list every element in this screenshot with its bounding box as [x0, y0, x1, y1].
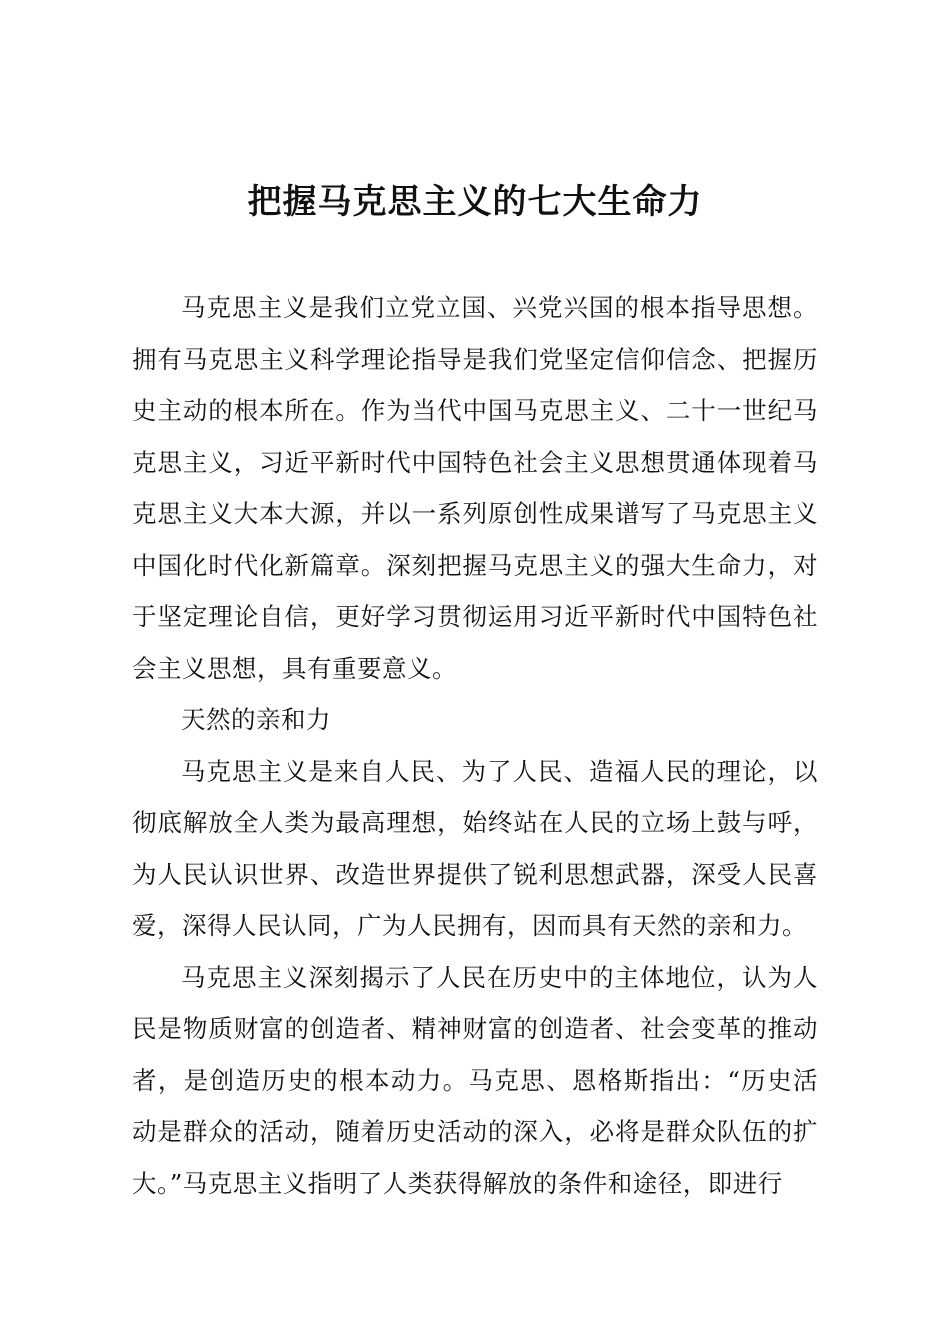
paragraph-intro: 马克思主义是我们立党立国、兴党兴国的根本指导思想。拥有马克思主义科学理论指导是我们党坚定信仰信念、把握历史主动的根本所在。作为当代中国马克思主义、二十一世纪马克思主义，习近平新时代中国特色社会主义思想贯通体现着马克思主义大本大源，并以一系列原创性成果谱写了马克思主义中国化时代化新篇章。深刻把握马克思主义的强大生命力，对于坚定理论自信，更好学习贯彻运用习近平新时代中国特色社会主义思想，具有重要意义。 — [132, 293, 818, 683]
section-heading: 天然的亲和力 — [181, 705, 331, 734]
document-body — [132, 282, 818, 1209]
paragraph: 马克思主义深刻揭示了人民在历史中的主体地位，认为人民是物质财富的创造者、精神财富的创造者、社会变革的推动者，是创造历史的根本动力。马克思、恩格斯指出：“历史活动是群众的活动，随着历史活动的深入，必将是群众队伍的扩大。”马克思主义指明了人类获得解放的条件和途径，即进行 — [132, 962, 818, 1198]
document-title: 把握马克思主义的七大生命力 — [247, 182, 703, 222]
paragraph: 马克思主义是来自人民、为了人民、造福人民的理论，以彻底解放全人类为最高理想，始终站在人民的立场上鼓与呼，为人民认识世界、改造世界提供了锐利思想武器，深受人民喜爱，深得人民认同，广为人民拥有，因而具有天然的亲和力。 — [132, 756, 818, 940]
